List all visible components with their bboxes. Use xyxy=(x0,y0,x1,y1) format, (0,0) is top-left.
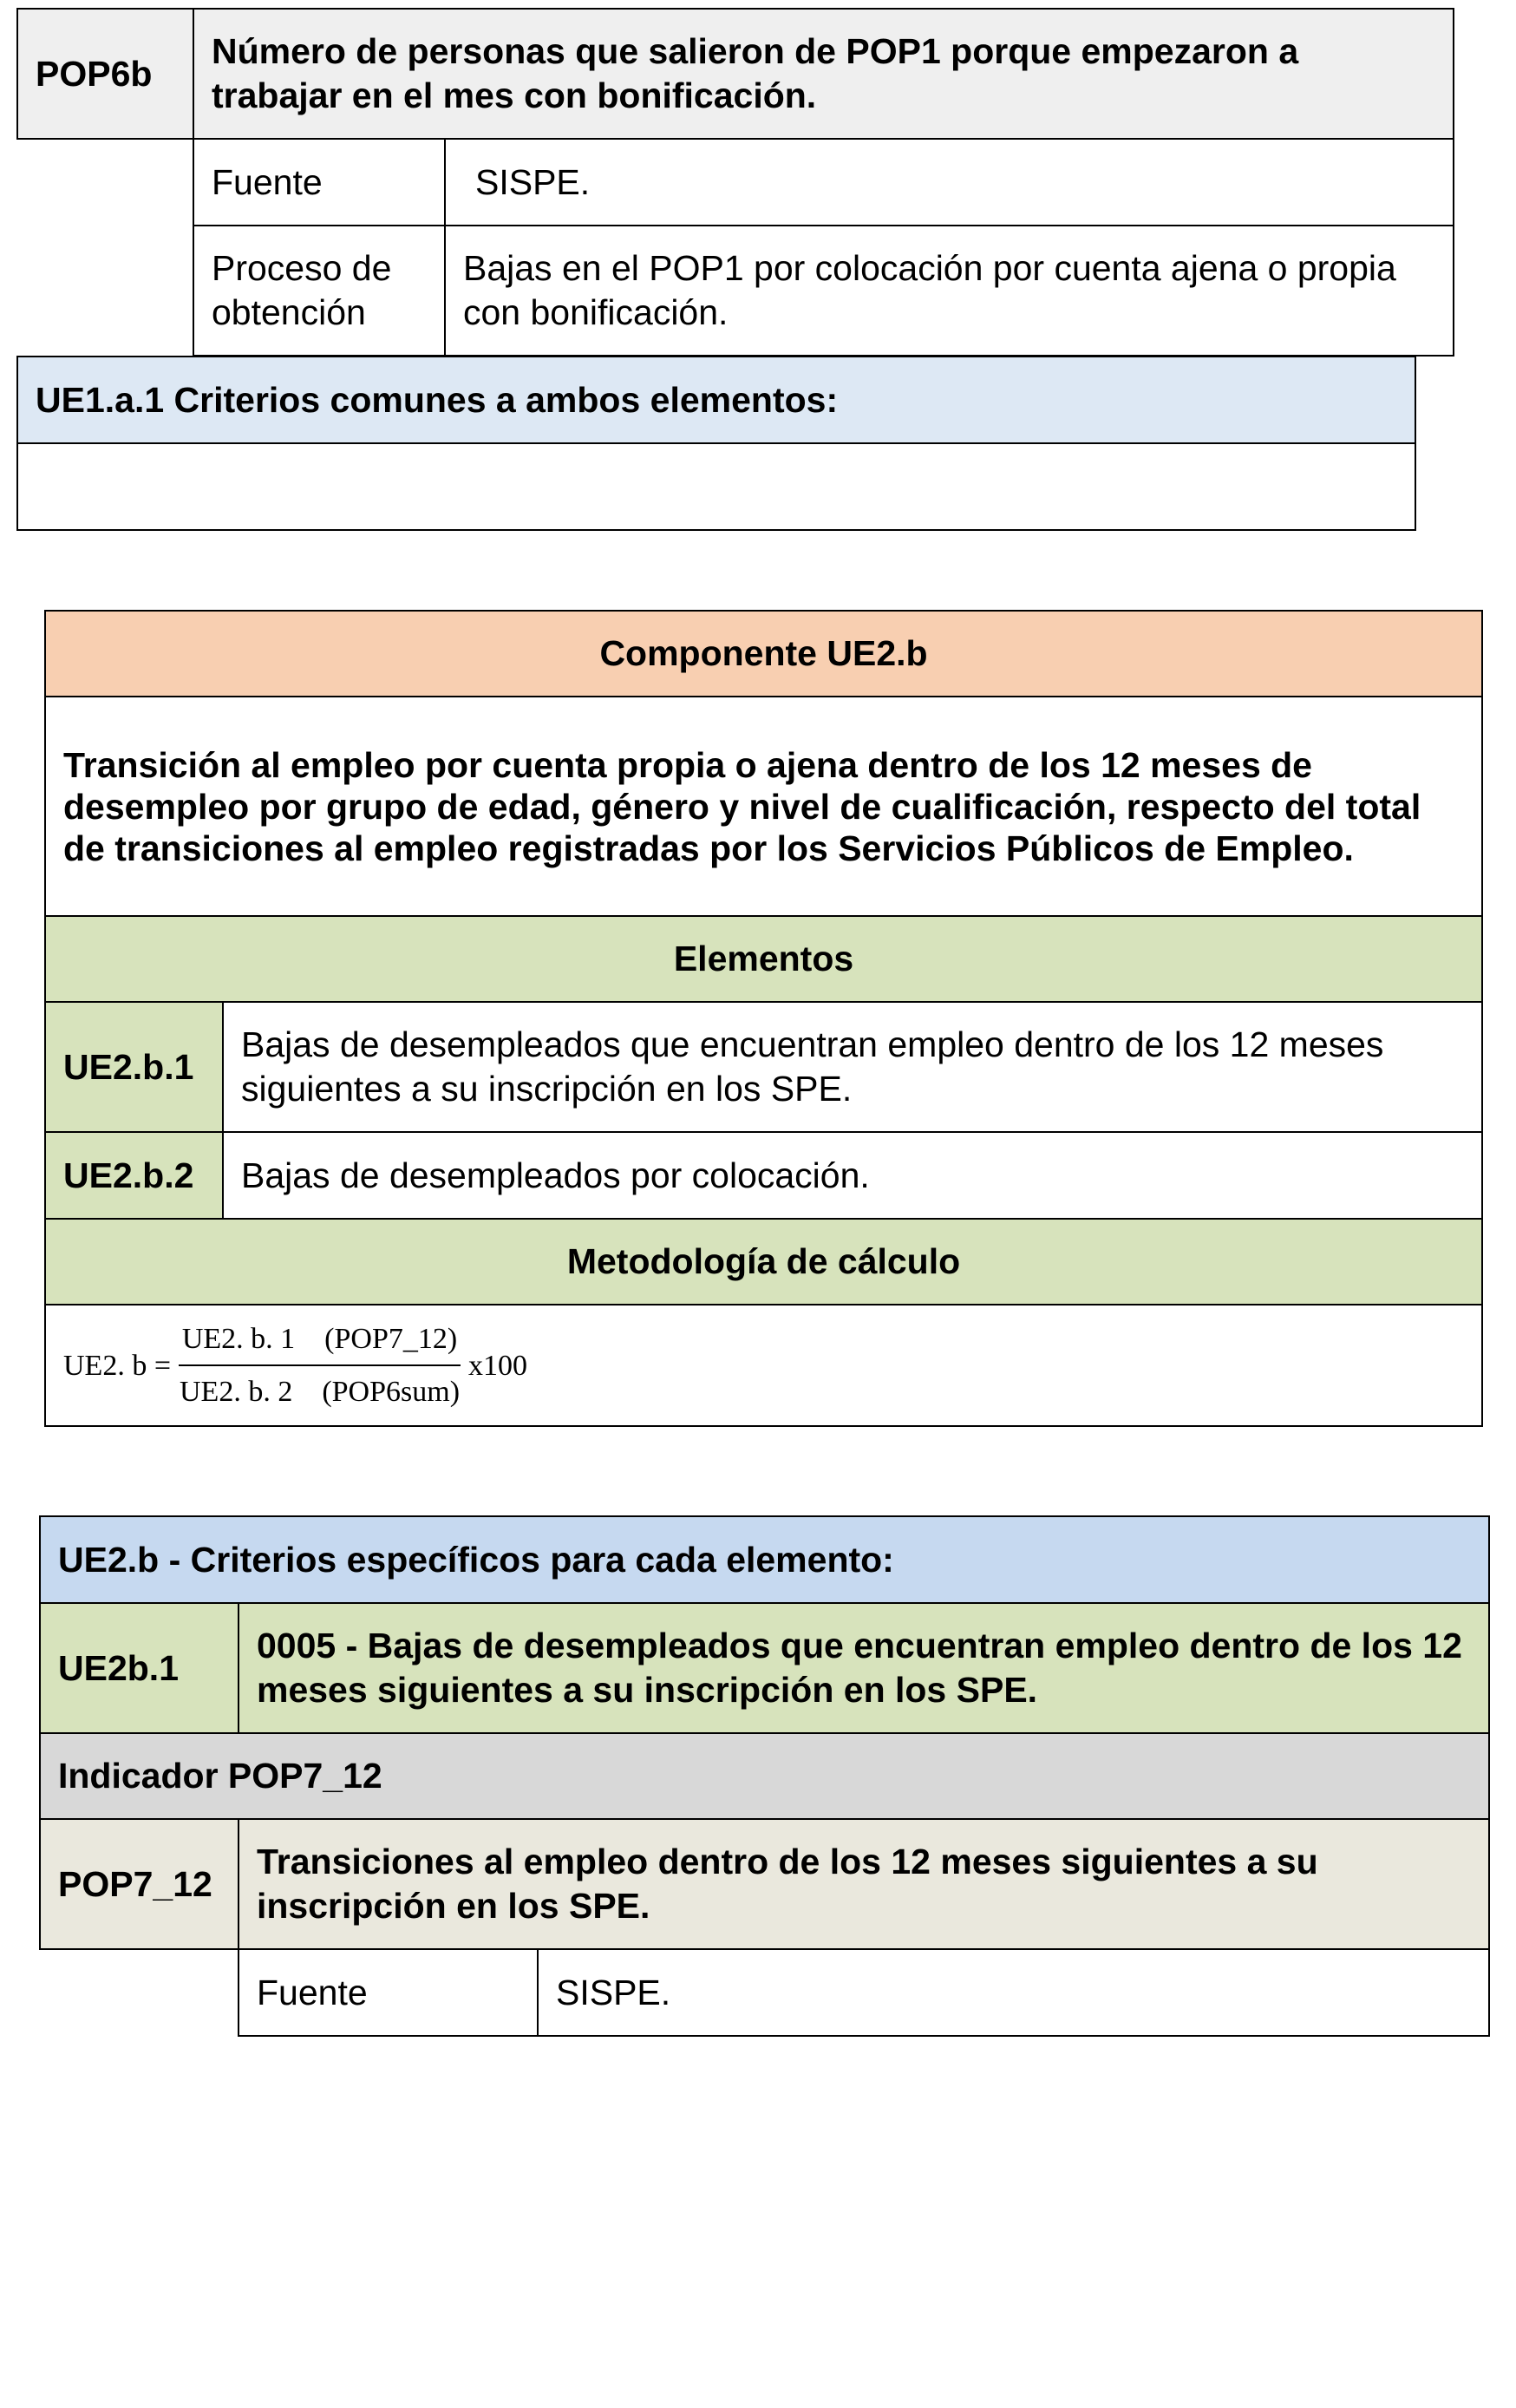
formula xyxy=(63,1317,1464,1414)
pop6b-fuente-label: Fuente xyxy=(193,139,445,226)
pop6b-code: POP6b xyxy=(17,9,193,139)
pop6b-proceso-value: Bajas en el POP1 por colocación por cuenta ajena o propia con bonificación. xyxy=(445,226,1454,356)
ue1a1-title: UE1.a.1 Criterios comunes a ambos elementos: xyxy=(17,357,1415,443)
pop6b-description: Número de personas que salieron de POP1 porque empezaron a trabajar en el mes con bonificación. xyxy=(193,9,1454,139)
indicator-text: Transiciones al empleo dentro de los 12 meses siguientes a su inscripción en los SPE. xyxy=(239,1819,1489,1949)
indicator-code: POP7_12 xyxy=(40,1819,239,1949)
indicator-header: Indicador POP7_12 xyxy=(40,1733,1489,1819)
criteria-table xyxy=(39,1515,1490,2037)
indicator-fuente-value: SISPE. xyxy=(538,1949,1489,2036)
pop6b-proceso-label: Proceso de obtención xyxy=(193,226,445,356)
formula-lhs: UE2. b = xyxy=(63,1349,171,1382)
elements-header: Elementos xyxy=(45,916,1482,1002)
ue1a1-table xyxy=(16,356,1416,531)
criteria-header: UE2.b - Criterios específicos para cada elemento: xyxy=(40,1516,1489,1603)
component-table xyxy=(44,610,1483,1427)
criteria-element-code: UE2b.1 xyxy=(40,1603,239,1733)
ue1a1-content xyxy=(17,443,1415,530)
element-text: Bajas de desempleados que encuentran empleo dentro de los 12 meses siguientes a su inscripción en los SPE. xyxy=(223,1002,1482,1132)
formula-suffix: x100 xyxy=(468,1349,528,1382)
component-header: Componente UE2.b xyxy=(45,611,1482,697)
formula-fraction xyxy=(176,1317,463,1414)
element-text: Bajas de desempleados por colocación. xyxy=(223,1132,1482,1219)
formula-numerator: UE2. b. 1 (POP7_12) xyxy=(179,1317,461,1366)
methodology-header: Metodología de cálculo xyxy=(45,1219,1482,1305)
formula-cell xyxy=(45,1305,1482,1426)
component-description: Transición al empleo por cuenta propia o ajena dentro de los 12 meses de desempleo por grupo de edad, género y nivel de cualificación, respecto del total de transiciones al empleo registradas por los Servicios Públicos de Empleo. xyxy=(45,697,1482,916)
element-code: UE2.b.2 xyxy=(45,1132,223,1219)
indicator-fuente-label: Fuente xyxy=(239,1949,538,2036)
pop6b-table xyxy=(16,8,1454,357)
element-row xyxy=(45,1132,1482,1219)
formula-denominator: UE2. b. 2 (POP6sum) xyxy=(180,1376,461,1408)
element-code: UE2.b.1 xyxy=(45,1002,223,1132)
pop6b-fuente-value: SISPE. xyxy=(445,139,1454,226)
criteria-element-text: 0005 - Bajas de desempleados que encuentran empleo dentro de los 12 meses siguientes a su inscripción en los SPE. xyxy=(239,1603,1489,1733)
element-row xyxy=(45,1002,1482,1132)
